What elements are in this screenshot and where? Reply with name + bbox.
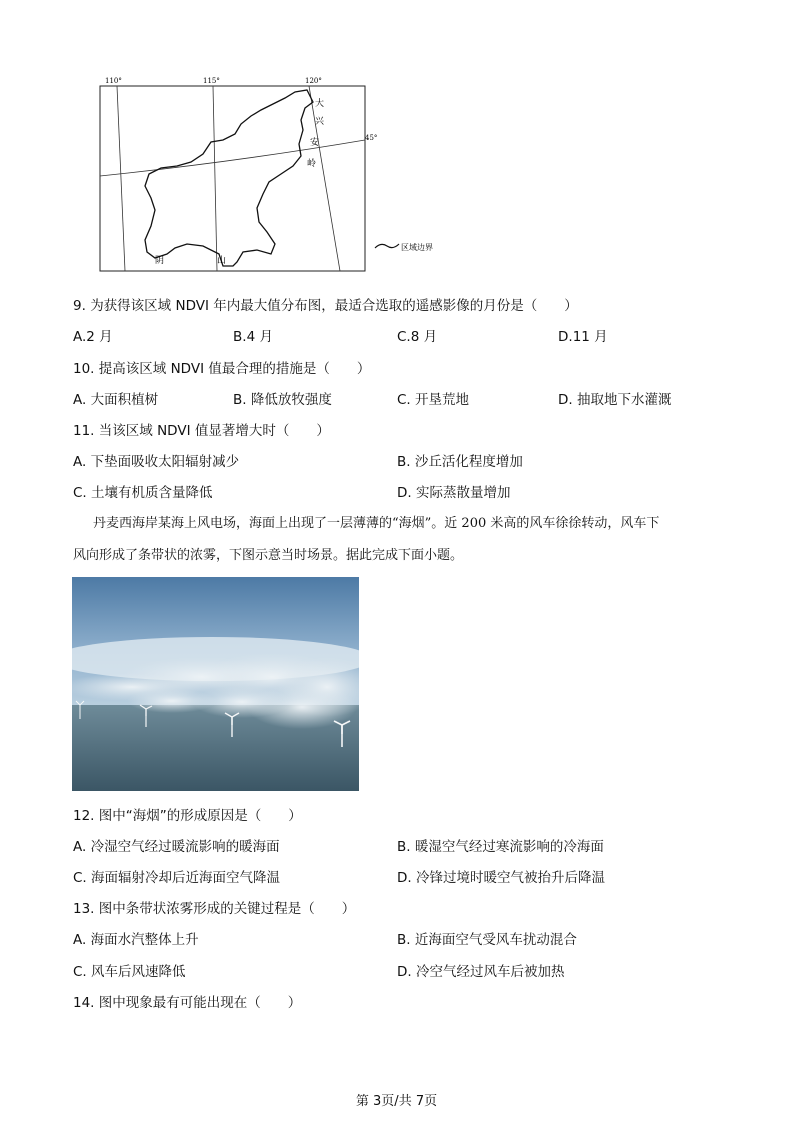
question-9	[73, 297, 578, 315]
option-letter: D.	[397, 485, 412, 501]
meridian-115	[213, 86, 217, 271]
option-12b[interactable]	[397, 838, 604, 856]
option-letter: D.	[397, 964, 412, 980]
question-text: 为获得该区域 NDVI 年内最大值分布图，最适合选取的遥感影像的月份是（ ）	[90, 298, 578, 314]
meridian-120	[309, 86, 340, 271]
option-text: 11 月	[572, 329, 608, 345]
option-letter: A.	[73, 932, 87, 948]
option-9b[interactable]	[233, 328, 273, 346]
question-12	[73, 807, 302, 825]
question-number: 13.	[73, 901, 95, 917]
option-12c[interactable]	[73, 869, 280, 887]
option-text: 沙丘活化程度增加	[414, 454, 523, 470]
option-text: 实际蒸散量增加	[415, 485, 511, 501]
option-letter: C.	[73, 870, 87, 886]
question-number: 10.	[73, 361, 95, 377]
lon-label-110: 110°	[105, 77, 122, 85]
option-text: 土壤有机质含量降低	[91, 485, 213, 501]
option-9d[interactable]	[558, 328, 608, 346]
option-letter: B.	[397, 454, 411, 470]
option-9c[interactable]	[397, 328, 437, 346]
option-12d[interactable]	[397, 869, 605, 887]
option-text: 抽取地下水灌溉	[576, 392, 672, 408]
option-10b[interactable]	[233, 391, 332, 409]
option-13b[interactable]	[397, 931, 577, 949]
mountain-char-2: 山	[217, 256, 227, 266]
option-text: 降低放牧强度	[250, 392, 332, 408]
question-10	[73, 360, 370, 378]
question-number: 11.	[73, 423, 95, 439]
map-frame	[100, 86, 365, 271]
option-text: 风车后风速降低	[91, 964, 186, 980]
parallel-45	[100, 140, 365, 176]
option-text: 冷锋过境时暖空气被抬升后降温	[415, 870, 605, 886]
option-text: 近海面空气受风车扰动混合	[414, 932, 577, 948]
option-letter: B.	[397, 839, 411, 855]
option-text: 海面辐射冷却后近海面空气降温	[91, 870, 281, 886]
intro-line-1: 丹麦西海岸某海上风电场，海面上出现了一层薄薄的“海烟”。近 200 米高的风车徐徐转动，风车下	[93, 516, 660, 531]
option-text: 8 月	[410, 329, 438, 345]
option-10c[interactable]	[397, 391, 469, 409]
legend-symbol	[375, 244, 399, 248]
question-13	[73, 900, 355, 918]
legend-label: 区域边界	[401, 243, 433, 252]
option-letter: B.	[233, 329, 247, 345]
wind-farm-photo-svg	[72, 577, 359, 791]
option-letter: A.	[73, 392, 87, 408]
mountain-char-1: 阴	[155, 256, 165, 266]
option-letter: C.	[73, 964, 87, 980]
lat-label-45: 45°	[365, 134, 378, 142]
option-13a[interactable]	[73, 931, 199, 949]
page-footer: 第 3页/共 7页	[355, 1094, 438, 1109]
option-letter: C.	[73, 485, 87, 501]
option-letter: C.	[397, 392, 411, 408]
question-14	[73, 994, 301, 1012]
region-char-1: 大	[315, 99, 325, 109]
option-letter: B.	[397, 932, 411, 948]
option-11d[interactable]	[397, 484, 510, 502]
question-text: 提高该区域 NDVI 值最合理的措施是（ ）	[98, 361, 371, 377]
question-text: 图中现象最有可能出现在（ ）	[98, 995, 302, 1011]
intro-line-2: 风向形成了条带状的浓雾，下图示意当时场景。据此完成下面小题。	[73, 548, 464, 563]
question-number: 14.	[73, 995, 95, 1011]
option-text: 开垦荒地	[415, 392, 470, 408]
region-char-3: 安	[310, 138, 320, 148]
region-char-4: 岭	[307, 159, 317, 169]
option-11c[interactable]	[73, 484, 213, 502]
option-text: 暖湿空气经过寒流影响的冷海面	[414, 839, 604, 855]
region-boundary	[145, 90, 313, 266]
option-11b[interactable]	[397, 453, 523, 471]
question-number: 12.	[73, 808, 95, 824]
option-text: 冷湿空气经过暖流影响的暖海面	[90, 839, 280, 855]
option-text: 2 月	[86, 329, 113, 345]
option-10d[interactable]	[558, 391, 671, 409]
wind-farm-photo	[72, 577, 359, 791]
region-map-svg	[95, 70, 475, 275]
region-map	[95, 70, 475, 275]
option-11a[interactable]	[73, 453, 239, 471]
option-13c[interactable]	[73, 963, 186, 981]
question-11	[73, 422, 330, 440]
option-12a[interactable]	[73, 838, 280, 856]
option-letter: A.	[73, 329, 87, 345]
lon-label-115: 115°	[203, 77, 220, 85]
option-letter: A.	[73, 454, 87, 470]
option-text: 冷空气经过风车后被加热	[415, 964, 565, 980]
option-10a[interactable]	[73, 391, 158, 409]
option-text: 4 月	[246, 329, 273, 345]
question-number: 9.	[73, 298, 86, 314]
option-letter: D.	[558, 392, 573, 408]
question-text: 图中“海烟”的形成原因是（ ）	[98, 808, 302, 824]
meridian-110	[117, 86, 125, 271]
option-text: 大面积植树	[90, 392, 159, 408]
option-letter: D.	[397, 870, 412, 886]
option-9a[interactable]	[73, 328, 113, 346]
region-char-2: 兴	[315, 117, 325, 127]
question-text: 图中条带状浓雾形成的关键过程是（ ）	[98, 901, 356, 917]
question-text: 当该区域 NDVI 值显著增大时（ ）	[98, 423, 330, 439]
option-letter: C.	[397, 329, 411, 345]
lon-label-120: 120°	[305, 77, 322, 85]
option-13d[interactable]	[397, 963, 564, 981]
option-text: 下垫面吸收太阳辐射减少	[90, 454, 240, 470]
option-letter: A.	[73, 839, 87, 855]
option-text: 海面水汽整体上升	[90, 932, 199, 948]
option-letter: B.	[233, 392, 247, 408]
option-letter: D.	[558, 329, 573, 345]
